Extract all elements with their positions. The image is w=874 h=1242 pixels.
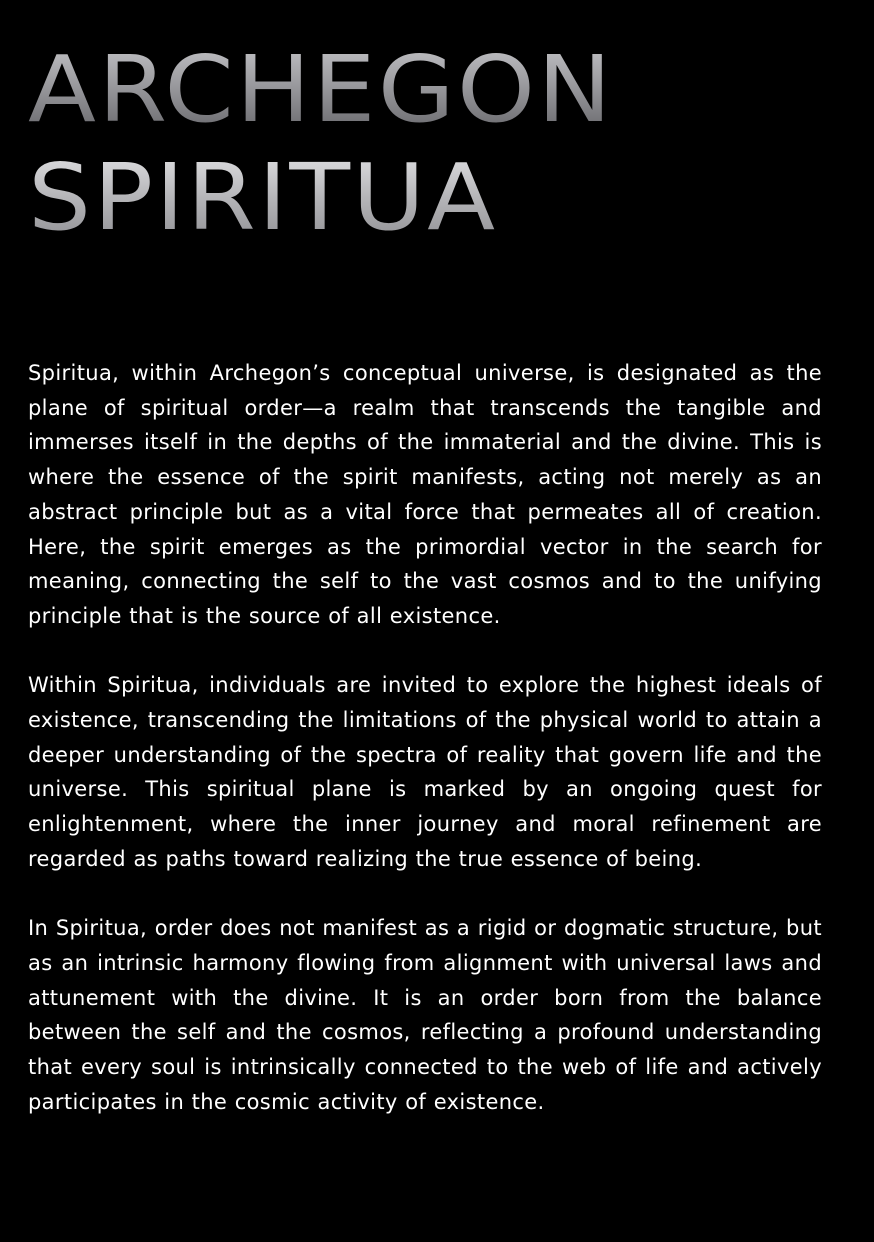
paragraph-3: In Spiritua, order does not manifest as a rigid or dogmatic structure, but as an intrinsic harmony flowing from alignment with universal laws and attunement with the divine. It is an order born from the balance between the self and the cosmos, reflecting a profound understanding that every soul is intrinsically connected to the web of life and actively participates in the cosmic activity of existence. (28, 916, 822, 1114)
paragraph-1: Spiritua, within Archegon’s conceptual universe, is designated as the plane of spiritual order—a realm that transcends the tangible and immerses itself in the depths of the immaterial and the divine. This is where the essence of the spirit manifests, acting not merely as an abstract principle but as a vital force that permeates all of creation. Here, the spirit emerges as the primordial vector in the search for meaning, connecting the self to the vast cosmos and to the unifying principle that is the source of all existence. (28, 361, 822, 628)
paragraph-2: Within Spiritua, individuals are invited to explore the highest ideals of existence, transcending the limitations of the physical world to attain a deeper understanding of the spectra of reality that govern life and the universe. This spiritual plane is marked by an ongoing quest for enlightenment, where the inner journey and moral refinement are regarded as paths toward realizing the true essence of being. (28, 673, 822, 871)
title-line-archegon: ARCHEGON (28, 36, 784, 144)
page-title (28, 36, 728, 252)
title-line-spiritua: SPIRITUA (28, 144, 784, 252)
body-text (28, 356, 822, 1154)
